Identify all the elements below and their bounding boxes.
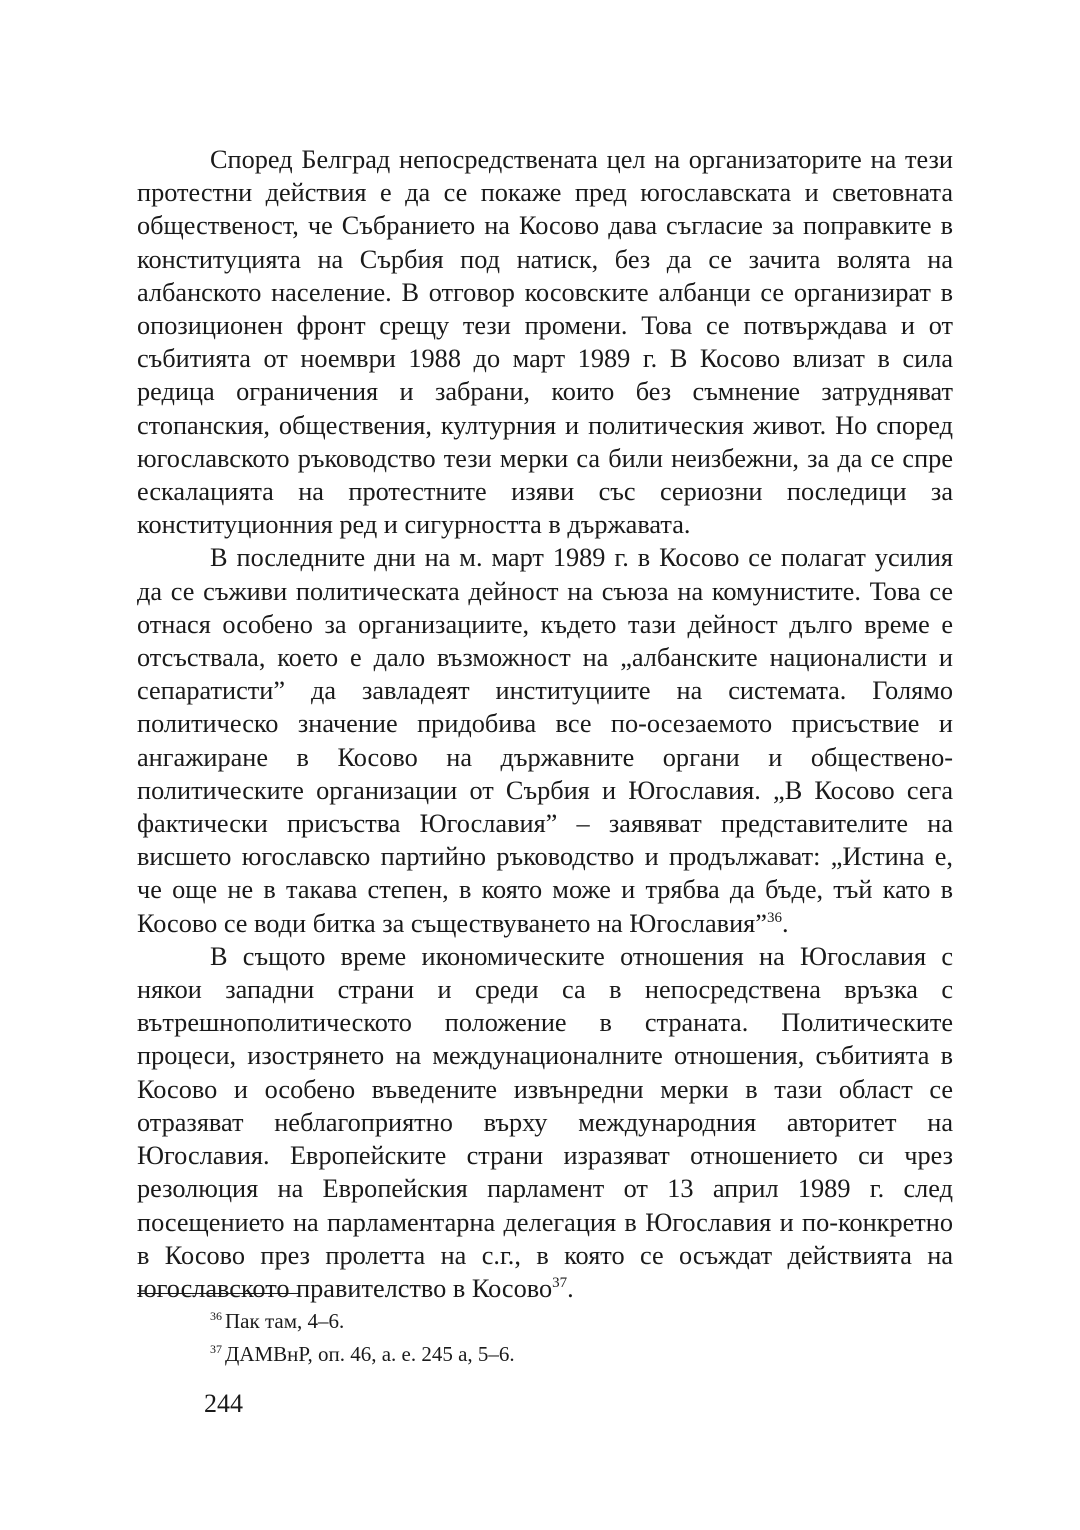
paragraph (137, 940, 953, 1305)
footnote-divider (137, 1293, 300, 1294)
footnote-number: 37 (210, 1342, 222, 1356)
paragraph-tail: . (781, 908, 789, 938)
paragraph (137, 143, 953, 541)
main-text (137, 143, 953, 1305)
footnote-reference[interactable]: 37 (552, 1274, 568, 1291)
footnote-number: 36 (210, 1309, 222, 1323)
footnote (210, 1338, 515, 1371)
footnote (210, 1305, 515, 1338)
paragraph-text: В последните дни на м. март 1989 г. в Косово се полагат усилия да се съживи политическата дейност на съюза на комунистите. Това се отнася особено за организациите, където тази дейност дълго време е отсъствала, което е дало възможност на „албанските националисти и сепаратисти” да завладеят институциите на системата. Голямо политическо значение придобива все по-осезаемото присъствие и ангажиране в Косово на държавните органи и обществено-политическите организации от Сърбия и Югославия. „В Косово сега фактически присъства Югославия” – заявяват представителите на висшето югославско партийно ръководство и продължават: „Истина е, че още не в такава степен, в която може и трябва да бъде, тъй като в Косово се води битка за съществуването на Югославия” (137, 543, 953, 938)
footnotes (210, 1305, 515, 1371)
paragraph-text: Според Белград непосредствената цел на организаторите на тези протестни действия е да се покаже пред югославската и световната общественост, че Събранието на Косово дава съгласие за поправките в конституцията на Сърбия под натиск, без да се зачита волята на албанското население. В отговор косовските албанци се организират в опозиционен фронт срещу тези промени. Това се потвърждава и от събитията от ноември 1988 до март 1989 г. В Косово влизат в сила редица ограничения и забрани, които без съмнение затрудняват стопанския, обществения, културния и политическия живот. Но според югославското ръководство тези мерки са били неизбежни, за да се спре ескалацията на протестните изяви със сериозни последици за конституционния ред и сигурността в държавата. (137, 145, 953, 540)
paragraph-tail: . (567, 1273, 574, 1303)
page-number: 244 (204, 1389, 243, 1418)
footnote-reference[interactable]: 36 (766, 909, 782, 926)
footnote-text: Пак там, 4–6. (225, 1309, 345, 1333)
footnote-text: ДАМВнР, оп. 46, а. е. 245 а, 5–6. (225, 1342, 515, 1366)
paragraph-text: В същото време икономическите отношения на Югославия с някои западни страни и среди са в непосредствена връзка с вътрешнополитическото положение в страната. Политическите процеси, изострянето на междунационалните отношения, събитията в Косово и особено въведените извънредни мерки в тази област се отразяват неблагоприятно върху международния авторитет на Югославия. Европейските страни изразяват отношението си чрез резолюция на Европейския парламент от 13 април 1989 г. след посещението на парламентарна делегация в Югославия и по-конкретно в Косово през пролетта на с.г., в която се осъждат действията на югославското правителство в Косово (137, 941, 953, 1303)
paragraph (137, 541, 953, 939)
